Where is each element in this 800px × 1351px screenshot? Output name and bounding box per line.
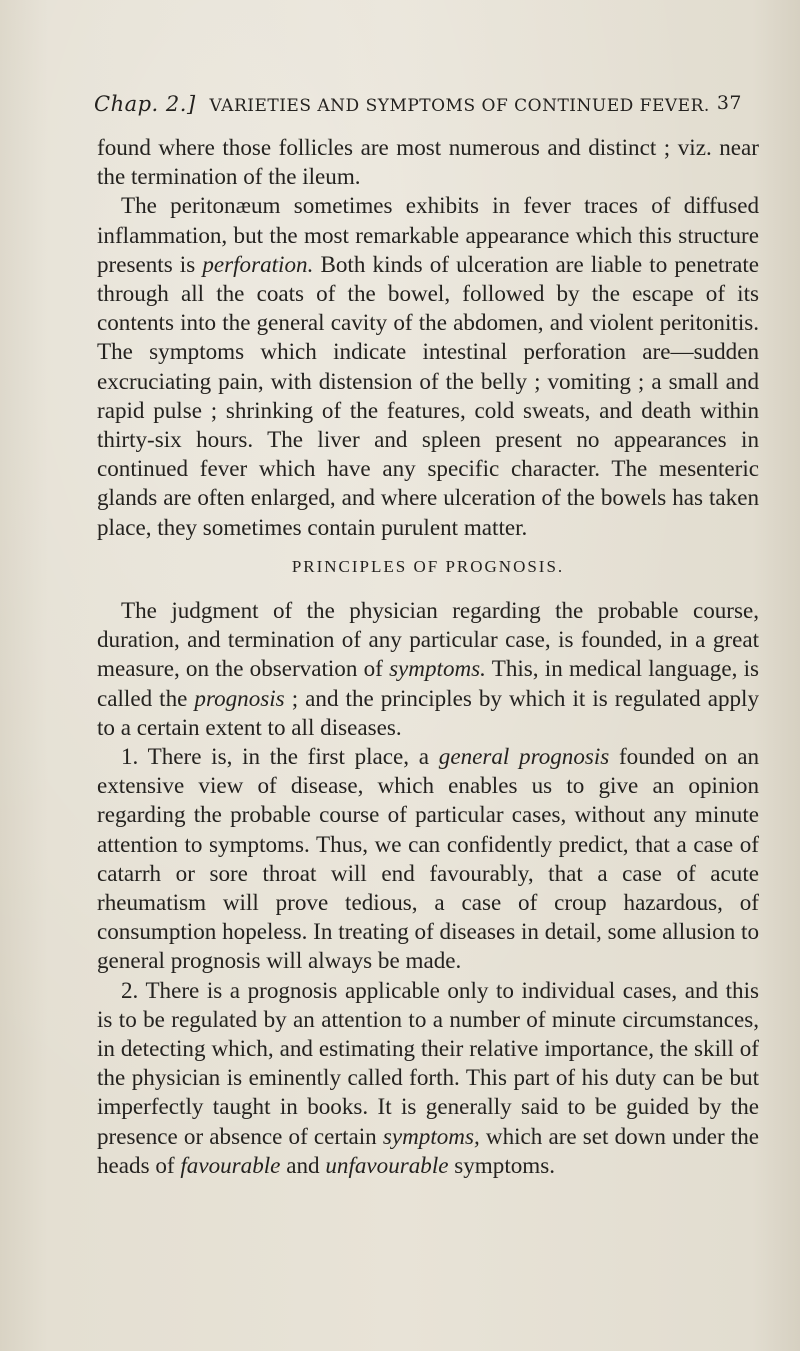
- text-run: 2. There is a prognosis applicable only to individual cases, and this is to be regulated by an attention to a number of minute circumstances, in detecting which, and estimating their relative importance, the skill of the physician is eminently called forth. This part of his duty can be but imperfectly taught in books. It is generally said to be guided by the presence or absence of certain: [97, 976, 759, 1149]
- section-heading-prognosis: PRINCIPLES OF PROGNOSIS.: [291, 557, 565, 576]
- paragraph-judgment: [97, 596, 759, 742]
- text-run: ; and the principles by which it is regulated apply to a certain extent to all diseases.: [97, 684, 759, 740]
- emphasis-general-prognosis: general prognosis: [438, 743, 610, 770]
- emphasis-favourable: favourable: [180, 1151, 281, 1178]
- page-number: 37: [716, 92, 742, 114]
- paragraph-general-prognosis: [97, 742, 759, 976]
- section-prognosis-text: [97, 596, 759, 1180]
- chapter-label: Chap. 2.]: [94, 92, 196, 116]
- text-run: The peritonæum sometimes exhibits in fever traces of diffused inflammation, but the most remarkable appearance which this structure presents is: [97, 192, 759, 277]
- emphasis-symptoms: symptoms,: [382, 1122, 480, 1149]
- emphasis-symptoms: symptoms.: [389, 655, 486, 682]
- text-run: 1. There is, in the first place, a: [121, 743, 439, 770]
- running-header: [94, 92, 742, 122]
- text-run: founded on an extensive view of disease, which enables us to give an opinion regarding the probable course of particular cases, without any minute attention to symptoms. Thus, we can confidently predict, that a case of catarrh or sore throat will end favourably, that a case of acute rheumatism will prove tedious, a case of croup hazardous, of consumption hopeless. In treating of diseases in detail, some allusion to general prognosis will always be made.: [97, 743, 759, 974]
- paragraph-peritonaeum: [97, 191, 759, 541]
- paragraph-ileum: found where those follicles are most numerous and distinct ; viz. near the termination of the ileum.: [97, 134, 759, 190]
- emphasis-prognosis: prognosis: [194, 684, 285, 711]
- section-pathology-text: [97, 133, 759, 542]
- text-run: which are set down under the heads of: [97, 1122, 760, 1178]
- text-run: This, in medical language, is called the: [97, 655, 759, 711]
- emphasis-perforation: perforation.: [202, 250, 314, 277]
- text-run: The judgment of the physician regarding the probable course, duration, and termination of any particular case, is founded, in a great measure, on the observation of: [97, 597, 759, 682]
- emphasis-unfavourable: unfavourable: [325, 1151, 449, 1178]
- text-run: Both kinds of ulceration are liable to penetrate through all the coats of the bowel, followed by the escape of its contents into the general cavity of the abdomen, and violent peritonitis. The symptoms which indicate intestinal perforation are—sudden excruciating pain, with distension of the belly ; vomiting ; a small and rapid pulse ; shrinking of the features, cold sweats, and death within thirty-six hours. The liver and spleen present no appearances in continued fever which have any specific character. The mesenteric glands are often enlarged, and where ulceration of the bowels has taken place, they sometimes contain purulent matter.: [97, 250, 759, 540]
- paragraph-individual-prognosis: [97, 976, 759, 1180]
- text-run: and: [280, 1151, 326, 1178]
- text-run: symptoms.: [448, 1151, 556, 1178]
- running-title: VARIETIES AND SYMPTOMS OF CONTINUED FEVER.: [209, 96, 710, 116]
